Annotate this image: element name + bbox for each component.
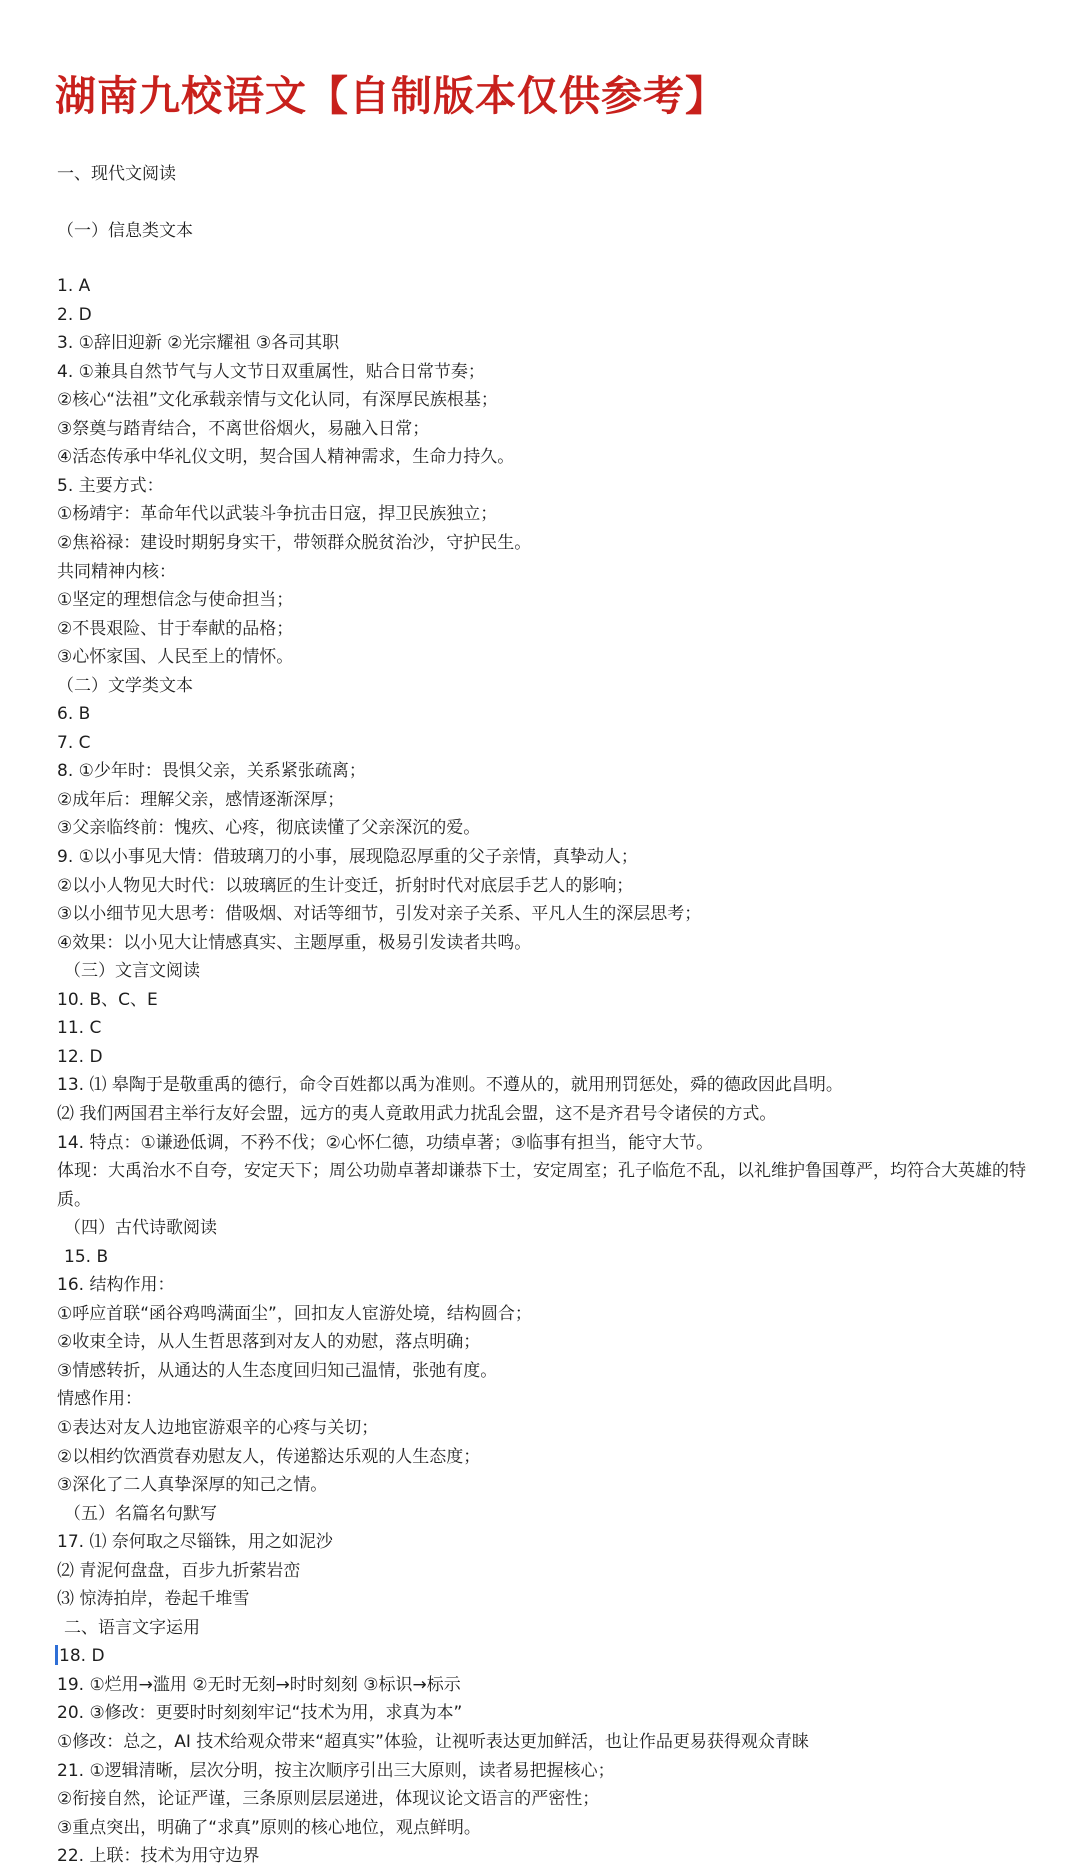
- answer-content: [57, 160, 1067, 1871]
- answer-line: 8. ①少年时：畏惧父亲，关系紧张疏离；: [57, 761, 366, 782]
- section-heading-famous-quotes: （五）名篇名句默写: [64, 1503, 217, 1524]
- answer-line: 13. ⑴ 皋陶于是敬重禹的德行，命令百姓都以禹为准则。不遵从的，就用刑罚惩处，舜的德政因此昌明。: [57, 1075, 843, 1096]
- answer-line: 9. ①以小事见大情：借玻璃刀的小事，展现隐忍厚重的父子亲情，真挚动人；: [57, 847, 638, 868]
- answer-line: 1. A: [57, 276, 91, 297]
- section-heading-ancient-poetry: （四）古代诗歌阅读: [64, 1218, 217, 1239]
- answer-line: 12. D: [57, 1046, 103, 1067]
- answer-line: 5. 主要方式：: [57, 475, 164, 496]
- answer-line: ③重点突出，明确了“求真”原则的核心地位，观点鲜明。: [57, 1817, 481, 1838]
- answer-line: 15. B: [64, 1246, 109, 1267]
- answer-line: 11. C: [57, 1018, 102, 1039]
- answer-line: ②以小人物见大时代：以玻璃匠的生计变迁，折射时代对底层手艺人的影响；: [57, 875, 634, 896]
- answer-line: ②成年后：理解父亲，感情逐渐深厚；: [57, 789, 345, 810]
- answer-line: 共同精神内核：: [57, 561, 176, 582]
- answer-line: 4. ①兼具自然节气与人文节日双重属性，贴合日常节奏；: [57, 361, 485, 382]
- answer-line: 10. B、C、E: [57, 989, 158, 1010]
- section-heading-literary-text: （二）文学类文本: [57, 675, 193, 696]
- answer-line: 体现：大禹治水不自夸，安定天下；周公功勋卓著却谦恭下士，安定周室；孔子临危不乱，以礼维护鲁国尊严，均符合大英雄的特质。: [57, 1161, 1026, 1210]
- answer-line: 19. ①烂用→滥用 ②无时无刻→时时刻刻 ③标识→标示: [57, 1674, 461, 1695]
- page-title: 湖南九校语文【自制版本仅供参考】: [55, 72, 727, 120]
- text-cursor: [55, 1645, 58, 1665]
- answer-line: 16. 结构作用：: [57, 1275, 175, 1296]
- answer-line: ②收束全诗，从人生哲思落到对友人的劝慰，落点明确；: [57, 1332, 481, 1353]
- answer-line: ④活态传承中华礼仪文明，契合国人精神需求，生命力持久。: [57, 447, 515, 468]
- answer-line: ②衔接自然，论证严谨，三条原则层层递进，体现议论文语言的严密性；: [57, 1789, 600, 1810]
- answer-line: 21. ①逻辑清晰，层次分明，按主次顺序引出三大原则，读者易把握核心；: [57, 1760, 615, 1781]
- answer-line: ①呼应首联“函谷鸡鸣满面尘”，回扣友人宦游处境，结构圆合；: [57, 1303, 532, 1324]
- section-heading-classical-reading: （三）文言文阅读: [64, 961, 200, 982]
- section-heading-modern-reading: 一、现代文阅读: [57, 164, 176, 184]
- answer-line-with-caret[interactable]: [57, 1642, 1067, 1671]
- section-heading-info-text: （一）信息类文本: [57, 220, 193, 241]
- answer-line: ①坚定的理想信念与使命担当；: [57, 590, 294, 611]
- answer-line: ②核心“法祖”文化承载亲情与文化认同，有深厚民族根基；: [57, 390, 498, 411]
- answer-text: 18. D: [59, 1646, 105, 1667]
- answer-line: ①杨靖宇：革命年代以武装斗争抗击日寇，捍卫民族独立；: [57, 504, 498, 525]
- answer-line: ①表达对友人边地宦游艰辛的心疼与关切；: [57, 1417, 379, 1438]
- answer-line: ⑶ 惊涛拍岸，卷起千堆雪: [57, 1589, 250, 1610]
- answer-line: ②以相约饮酒赏春劝慰友人，传递豁达乐观的人生态度；: [57, 1446, 481, 1467]
- answer-line: 14. 特点：①谦逊低调，不矜不伐；②心怀仁德，功绩卓著；③临事有担当，能守大节。: [57, 1132, 714, 1153]
- answer-line: 情感作用：: [57, 1389, 142, 1410]
- section-heading-language-use: 二、语言文字运用: [64, 1617, 200, 1638]
- answer-line: ①修改：总之，AI 技术给观众带来“超真实”体验，让视听表达更加鲜活，也让作品更易获得观众青睐: [57, 1731, 809, 1752]
- answer-line: 17. ⑴ 奈何取之尽锱铢，用之如泥沙: [57, 1532, 333, 1553]
- answer-line: ③以小细节见大思考：借吸烟、对话等细节，引发对亲子关系、平凡人生的深层思考；: [57, 904, 702, 925]
- answer-line: ②焦裕禄：建设时期躬身实干，带领群众脱贫治沙，守护民生。: [57, 533, 532, 554]
- answer-line: 7. C: [57, 732, 91, 753]
- answer-line: ⑵ 青泥何盘盘，百步九折萦岩峦: [57, 1560, 301, 1581]
- answer-line: 6. B: [57, 704, 91, 725]
- answer-line: 3. ①辞旧迎新 ②光宗耀祖 ③各司其职: [57, 333, 340, 354]
- answer-line: 22. 上联：技术为用守边界: [57, 1846, 260, 1867]
- answer-line: ③祭奠与踏青结合，不离世俗烟火，易融入日常；: [57, 418, 430, 439]
- answer-line: ③深化了二人真挚深厚的知己之情。: [57, 1475, 328, 1496]
- answer-line: ③心怀家国、人民至上的情怀。: [57, 647, 294, 668]
- answer-line: ②不畏艰险、甘于奉献的品格；: [57, 618, 294, 639]
- answer-line: ③父亲临终前：愧疚、心疼，彻底读懂了父亲深沉的爱。: [57, 818, 481, 839]
- answer-line: 20. ③修改：更要时时刻刻牢记“技术为用，求真为本”: [57, 1703, 463, 1724]
- answer-line: 2. D: [57, 304, 92, 325]
- answer-line: ④效果：以小见大让情感真实、主题厚重，极易引发读者共鸣。: [57, 932, 532, 953]
- answer-line: ⑵ 我们两国君主举行友好会盟，远方的夷人竟敢用武力扰乱会盟，这不是齐君号令诸侯的方式。: [57, 1103, 777, 1124]
- answer-line: ③情感转折，从通达的人生态度回归知己温情，张弛有度。: [57, 1360, 498, 1381]
